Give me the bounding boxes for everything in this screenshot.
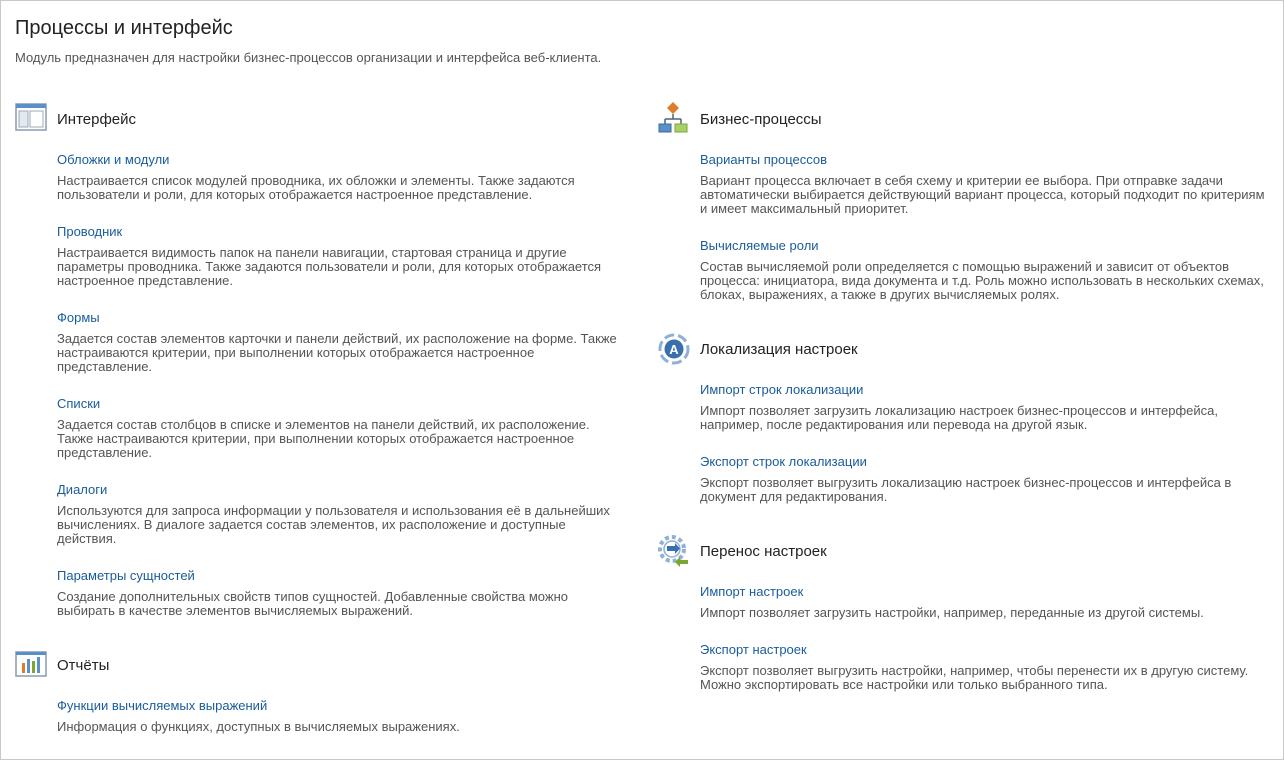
link-export-localization[interactable]: Экспорт строк локализации [700,454,867,469]
link-export-settings[interactable]: Экспорт настроек [700,642,807,657]
section-title-business-processes: Бизнес-процессы [700,111,822,128]
settings-transfer-icon [657,534,689,566]
desc-covers-and-modules: Настраивается список модулей проводника, их обложки и элементы. Также задаются пользователи и роли, для которых отображается настроенное представление. [57,173,575,202]
localization-icon [657,332,689,364]
svg-text:A: A [669,342,679,357]
section-title-localization: Локализация настроек [700,341,858,358]
link-import-localization[interactable]: Импорт строк локализации [700,382,864,397]
desc-computed-roles: Состав вычисляемой роли определяется с помощью выражений и зависит от объектов процесса: инициатора, вида документа и т.д. Роль можно использовать в нескольких схемах, блоках, выражениях, а также в других вычисляемых ролях. [700,259,1264,302]
desc-export-localization: Экспорт позволяет выгрузить локализацию настроек бизнес-процессов и интерфейса в документ для редактирования. [700,475,1232,504]
desc-explorer: Настраивается видимость папок на панели навигации, стартовая страница и другие параметры проводника. Также задаются пользователи и роли, для которых отображается настроенное представление. [57,245,602,288]
desc-lists: Задается состав столбцов в списке и элементов на панели действий, их расположение. Также настраиваются критерии, при выполнении которых отображается настроенное представление. [57,417,590,460]
window-layout-icon [15,103,47,135]
link-import-settings[interactable]: Импорт настроек [700,584,804,599]
process-flow-icon [657,101,689,133]
link-forms[interactable]: Формы [57,310,100,325]
link-process-variants[interactable]: Варианты процессов [700,152,828,167]
link-covers-and-modules[interactable]: Обложки и модули [57,152,170,167]
bar-chart-icon [15,651,47,683]
link-computed-roles[interactable]: Вычисляемые роли [700,238,819,253]
section-title-reports: Отчёты [57,657,110,674]
desc-process-variants: Вариант процесса включает в себя схему и критерии ее выбора. При отправке задачи автоматически выбирается действующий вариант процесса, который подходит по критериям и имеет максимальный приоритет. [700,173,1265,216]
desc-expression-functions: Информация о функциях, доступных в вычисляемых выражениях. [57,719,460,734]
link-entity-parameters[interactable]: Параметры сущностей [57,568,195,583]
page-subtitle: Модуль предназначен для настройки бизнес-процессов организации и интерфейса веб-клиента. [15,50,602,65]
link-lists[interactable]: Списки [57,396,101,411]
section-title-settings-transfer: Перенос настроек [700,543,827,560]
link-explorer[interactable]: Проводник [57,224,123,239]
desc-import-localization: Импорт позволяет загрузить локализацию настроек бизнес-процессов и интерфейса, например, после редактирования или перевода на другой язык. [700,403,1218,432]
link-dialogs[interactable]: Диалоги [57,482,108,497]
desc-export-settings: Экспорт позволяет выгрузить настройки, например, чтобы перенести их в другую систему. Можно экспортировать все настройки или только выбранного типа. [700,663,1249,692]
page-title: Процессы и интерфейс [15,17,233,39]
desc-entity-parameters: Создание дополнительных свойств типов сущностей. Добавленные свойства можно выбирать в качестве элементов вычисляемых выражений. [57,589,568,618]
desc-forms: Задается состав элементов карточки и панели действий, их расположение на форме. Также настраиваются критерии, при выполнении которых отображается настроенное представление. [57,331,617,374]
link-expression-functions[interactable]: Функции вычисляемых выражений [57,698,268,713]
desc-import-settings: Импорт позволяет загрузить настройки, например, переданные из другой системы. [700,605,1204,620]
desc-dialogs: Используются для запроса информации у пользователя и использования её в дальнейших вычислениях. В диалоге задается состав элементов, их расположение и доступные действия. [57,503,610,546]
section-title-interface: Интерфейс [57,111,137,128]
